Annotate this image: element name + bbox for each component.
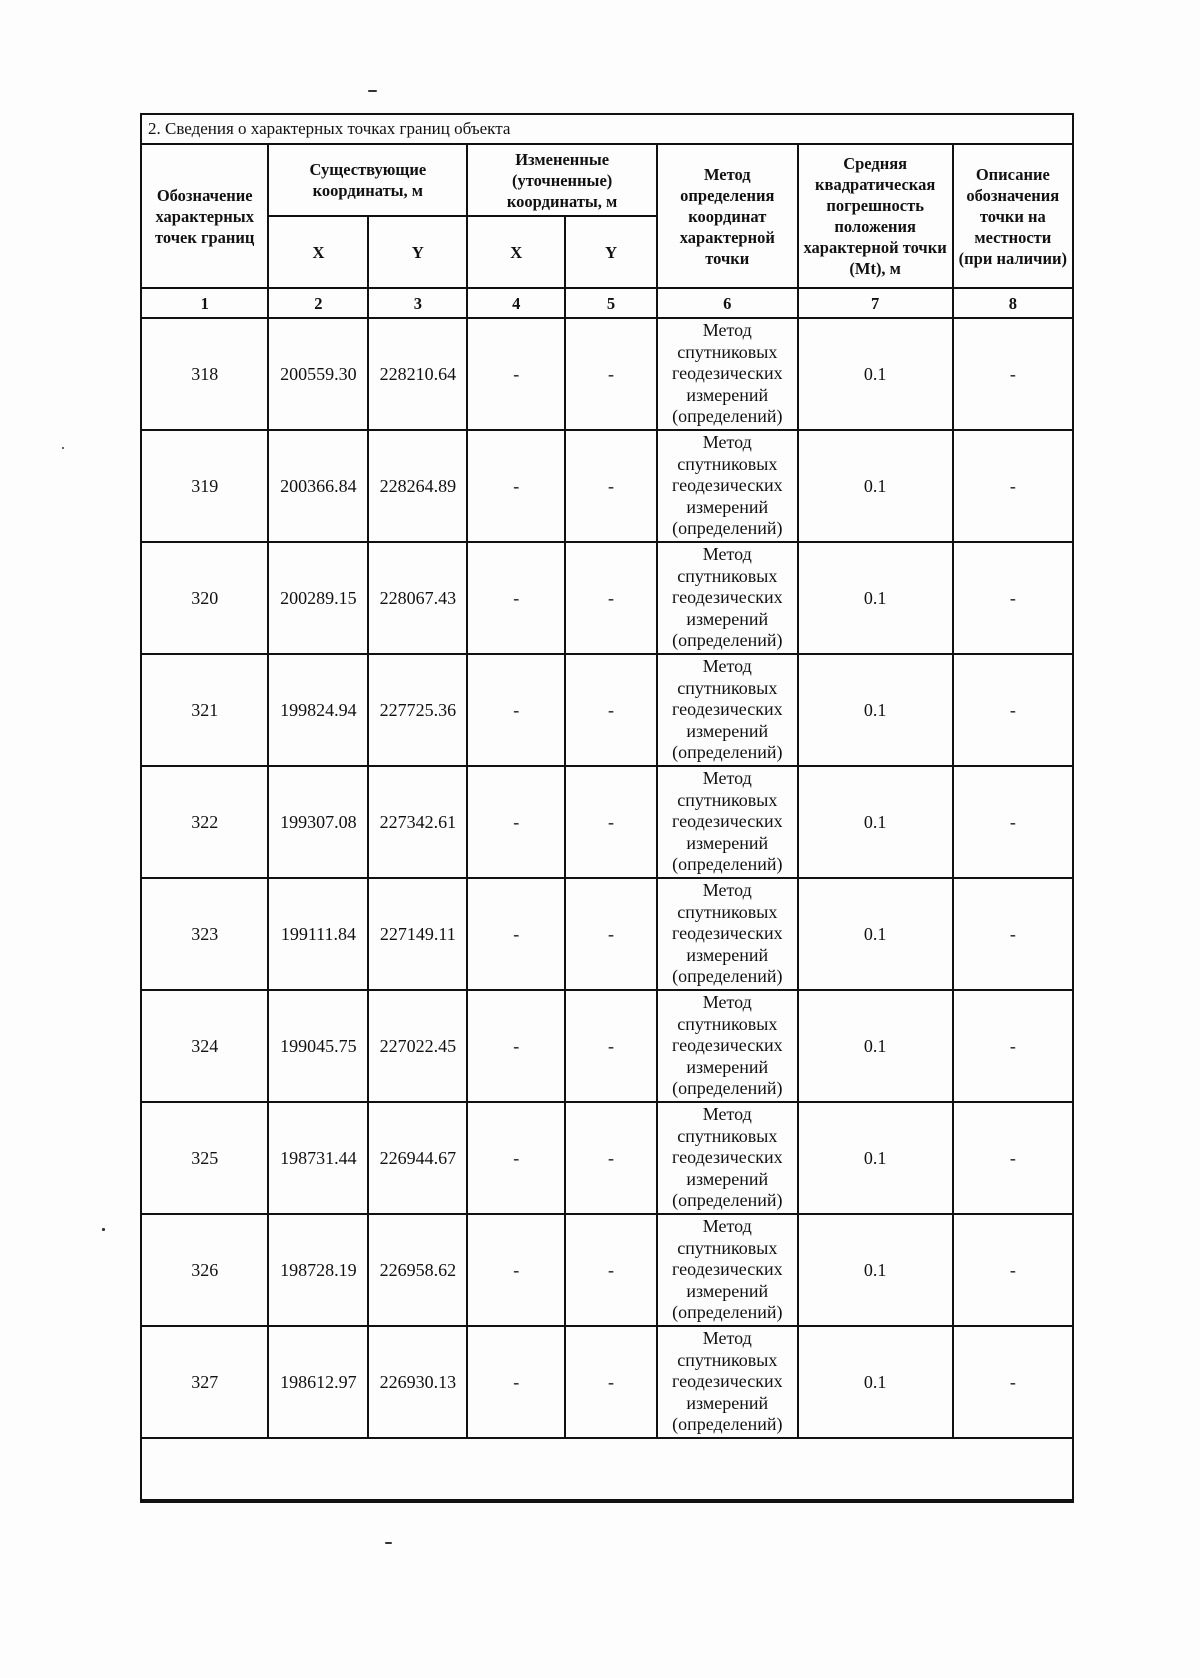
cell-mt: 0.1 — [798, 766, 953, 878]
boundary-points-section — [140, 113, 1074, 1503]
scan-speck — [102, 1228, 105, 1231]
cell-method: Метод спутниковых геодезических измерений (определений) — [657, 1102, 798, 1214]
cell-point: 319 — [142, 430, 268, 542]
header-changed-coords: Измененные (уточненные) координаты, м — [467, 145, 657, 216]
cell-y-changed: - — [565, 1214, 657, 1326]
cell-y: 228264.89 — [368, 430, 467, 542]
cell-x: 200366.84 — [268, 430, 368, 542]
header-method: Метод определения координат характерной точки — [657, 145, 798, 288]
cell-mt: 0.1 — [798, 318, 953, 430]
cell-x: 200559.30 — [268, 318, 368, 430]
cell-method: Метод спутниковых геодезических измерений (определений) — [657, 430, 798, 542]
header-row-top — [142, 145, 1072, 216]
cell-description: - — [953, 542, 1072, 654]
cell-y-changed: - — [565, 990, 657, 1102]
column-number: 5 — [565, 288, 657, 318]
cell-x-changed: - — [467, 990, 565, 1102]
empty-footer-row — [142, 1438, 1072, 1500]
cell-y-changed: - — [565, 542, 657, 654]
scan-speck — [385, 1542, 392, 1544]
cell-method: Метод спутниковых геодезических измерений (определений) — [657, 318, 798, 430]
header-point-designation: Обозначение характерных точек границ — [142, 145, 268, 288]
cell-description: - — [953, 1214, 1072, 1326]
cell-y-changed: - — [565, 318, 657, 430]
cell-method: Метод спутниковых геодезических измерений (определений) — [657, 1326, 798, 1438]
cell-y: 227342.61 — [368, 766, 467, 878]
cell-point: 322 — [142, 766, 268, 878]
cell-y: 226930.13 — [368, 1326, 467, 1438]
cell-mt: 0.1 — [798, 1326, 953, 1438]
column-number: 4 — [467, 288, 565, 318]
cell-mt: 0.1 — [798, 654, 953, 766]
cell-description: - — [953, 990, 1072, 1102]
cell-method: Метод спутниковых геодезических измерений (определений) — [657, 654, 798, 766]
cell-mt: 0.1 — [798, 990, 953, 1102]
cell-mt: 0.1 — [798, 430, 953, 542]
table-row — [142, 1214, 1072, 1326]
table-row — [142, 318, 1072, 430]
cell-y: 227149.11 — [368, 878, 467, 990]
cell-x-changed: - — [467, 1214, 565, 1326]
cell-description: - — [953, 430, 1072, 542]
cell-description: - — [953, 766, 1072, 878]
cell-y: 228067.43 — [368, 542, 467, 654]
cell-method: Метод спутниковых геодезических измерений (определений) — [657, 1214, 798, 1326]
header-x-existing: X — [268, 216, 368, 288]
header-y-existing: Y — [368, 216, 467, 288]
cell-y-changed: - — [565, 766, 657, 878]
table-row — [142, 766, 1072, 878]
scan-speck — [62, 447, 64, 449]
cell-method: Метод спутниковых геодезических измерений (определений) — [657, 878, 798, 990]
cell-point: 318 — [142, 318, 268, 430]
cell-y-changed: - — [565, 1102, 657, 1214]
cell-y-changed: - — [565, 878, 657, 990]
header-x-changed: X — [467, 216, 565, 288]
cell-x: 200289.15 — [268, 542, 368, 654]
cell-x: 198731.44 — [268, 1102, 368, 1214]
table-row — [142, 542, 1072, 654]
cell-mt: 0.1 — [798, 1102, 953, 1214]
cell-x-changed: - — [467, 542, 565, 654]
header-description: Описание обозначения точки на местности (при наличии) — [953, 145, 1072, 288]
header-y-changed: Y — [565, 216, 657, 288]
cell-mt: 0.1 — [798, 542, 953, 654]
cell-point: 324 — [142, 990, 268, 1102]
table-body — [142, 318, 1072, 1500]
column-number: 6 — [657, 288, 798, 318]
cell-y-changed: - — [565, 1326, 657, 1438]
cell-point: 326 — [142, 1214, 268, 1326]
cell-description: - — [953, 1102, 1072, 1214]
table-row — [142, 430, 1072, 542]
cell-x-changed: - — [467, 318, 565, 430]
table-row — [142, 1102, 1072, 1214]
cell-x-changed: - — [467, 1102, 565, 1214]
column-number-row — [142, 288, 1072, 318]
cell-point: 327 — [142, 1326, 268, 1438]
cell-point: 323 — [142, 878, 268, 990]
column-number: 8 — [953, 288, 1072, 318]
header-error: Средняя квадратическая погрешность положения характерной точки (Mt), м — [798, 145, 953, 288]
cell-x: 199111.84 — [268, 878, 368, 990]
cell-y: 226958.62 — [368, 1214, 467, 1326]
cell-y-changed: - — [565, 430, 657, 542]
cell-y: 227725.36 — [368, 654, 467, 766]
cell-y: 227022.45 — [368, 990, 467, 1102]
cell-method: Метод спутниковых геодезических измерений (определений) — [657, 766, 798, 878]
empty-cell — [142, 1438, 1072, 1500]
cell-mt: 0.1 — [798, 1214, 953, 1326]
column-number: 2 — [268, 288, 368, 318]
cell-y: 226944.67 — [368, 1102, 467, 1214]
cell-description: - — [953, 1326, 1072, 1438]
cell-y-changed: - — [565, 654, 657, 766]
cell-point: 325 — [142, 1102, 268, 1214]
cell-x-changed: - — [467, 878, 565, 990]
column-number: 1 — [142, 288, 268, 318]
cell-method: Метод спутниковых геодезических измерений (определений) — [657, 542, 798, 654]
table-row — [142, 878, 1072, 990]
cell-x: 199307.08 — [268, 766, 368, 878]
header-existing-coords: Существующие координаты, м — [268, 145, 467, 216]
cell-description: - — [953, 318, 1072, 430]
cell-description: - — [953, 878, 1072, 990]
scan-speck — [368, 90, 377, 92]
table-row — [142, 654, 1072, 766]
cell-mt: 0.1 — [798, 878, 953, 990]
cell-description: - — [953, 654, 1072, 766]
cell-x-changed: - — [467, 766, 565, 878]
cell-x-changed: - — [467, 654, 565, 766]
table-row — [142, 990, 1072, 1102]
cell-method: Метод спутниковых геодезических измерений (определений) — [657, 990, 798, 1102]
cell-point: 320 — [142, 542, 268, 654]
cell-y: 228210.64 — [368, 318, 467, 430]
cell-x: 199824.94 — [268, 654, 368, 766]
boundary-points-table — [142, 145, 1072, 1501]
cell-x: 199045.75 — [268, 990, 368, 1102]
cell-x-changed: - — [467, 430, 565, 542]
column-number: 7 — [798, 288, 953, 318]
cell-point: 321 — [142, 654, 268, 766]
table-row — [142, 1326, 1072, 1438]
cell-x: 198612.97 — [268, 1326, 368, 1438]
section-title: 2. Сведения о характерных точках границ объекта — [142, 115, 1072, 145]
cell-x-changed: - — [467, 1326, 565, 1438]
column-number: 3 — [368, 288, 467, 318]
cell-x: 198728.19 — [268, 1214, 368, 1326]
